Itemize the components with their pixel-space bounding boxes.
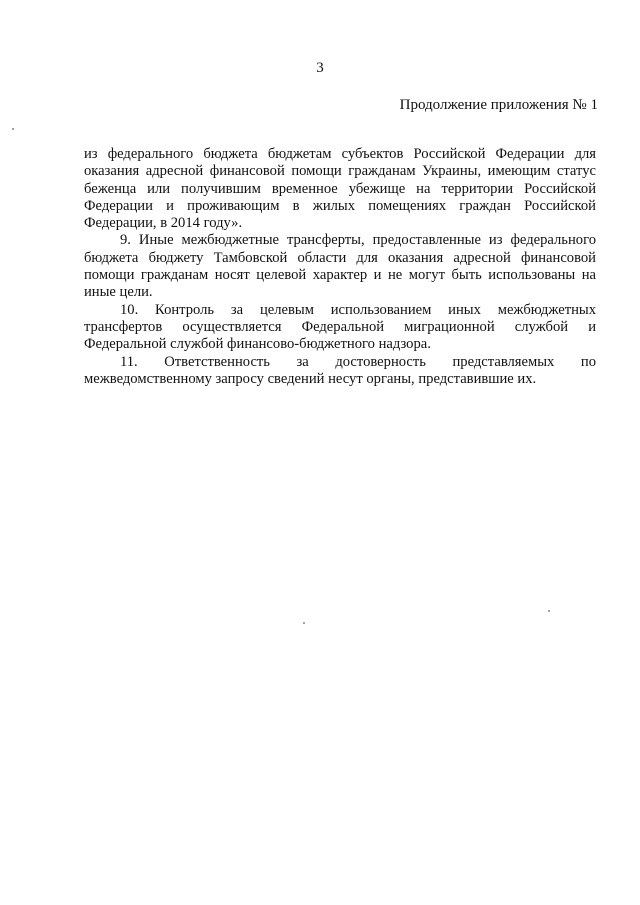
- scan-speck: [303, 622, 305, 624]
- document-body: [84, 146, 596, 388]
- appendix-continuation-label: Продолжение приложения № 1: [399, 97, 598, 113]
- scan-speck: [12, 128, 14, 130]
- paragraph-9: 9. Иные межбюджетные трансферты, предоставленные из федерального бюджета бюджету Тамбовской области для оказания адресной финансовой помощи гражданам носят целевой характер и не могут быть использованы на иные цели.: [84, 232, 596, 301]
- paragraph-11: 11. Ответственность за достоверность представляемых по межведомственному запросу сведений несут органы, представившие их.: [84, 353, 596, 387]
- scan-speck: [548, 610, 550, 612]
- page-number: 3: [316, 60, 324, 76]
- paragraph-10: 10. Контроль за целевым использованием иных межбюджетных трансфертов осуществляется Федеральной миграционной службой и Федеральной службой финансово-бюджетного надзора.: [84, 301, 596, 353]
- paragraph-continued: из федерального бюджета бюджетам субъектов Российской Федерации для оказания адресной финансовой помощи гражданам Украины, имеющим статус беженца или получившим временное убежище на территории Российской Федерации и проживающим в жилых помещениях граждан Российской Федерации, в 2014 году».: [84, 146, 596, 232]
